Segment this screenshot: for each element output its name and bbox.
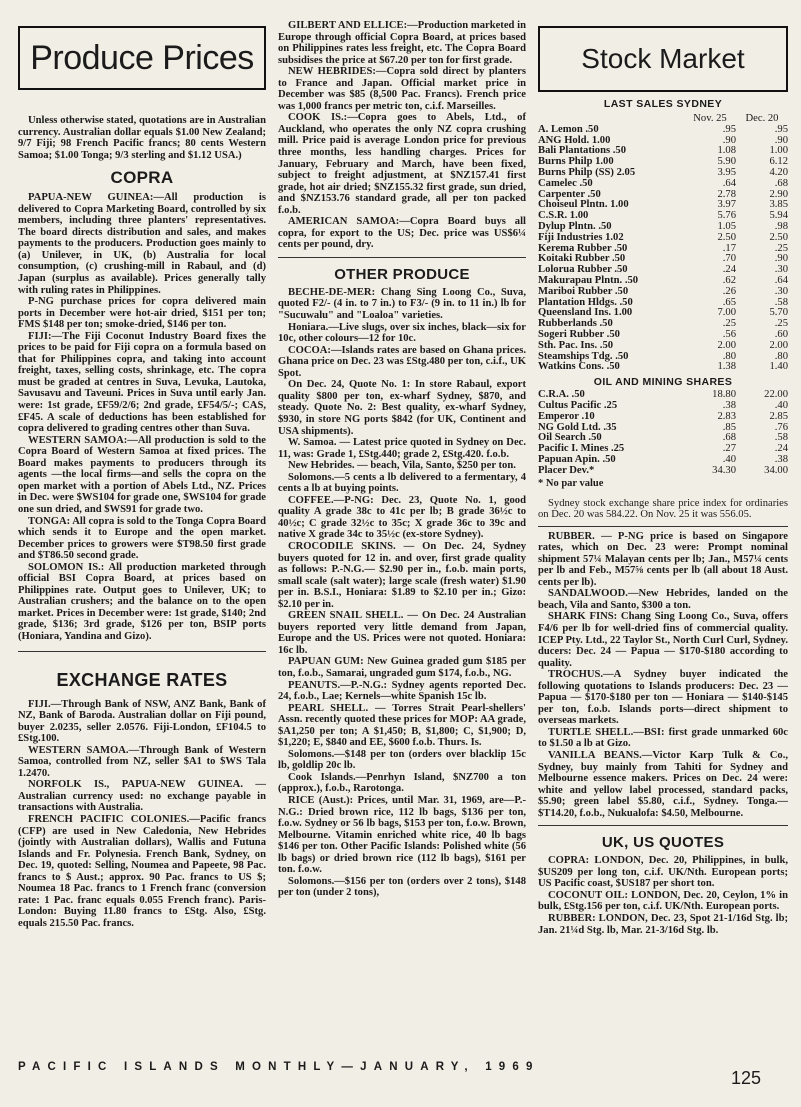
produce-paragraph: SANDALWOOD.—New Hebrides, landed on the beach, Vila and Santo, $300 a ton. — [538, 588, 788, 611]
stock-value-dec: .30 — [774, 264, 788, 276]
stock-name: Cultus Pacific .25 — [538, 399, 618, 411]
stock-market-title-box — [538, 26, 788, 92]
stock-value-dec: 1.00 — [769, 145, 788, 157]
stock-value-nov: 5.90 — [717, 156, 736, 168]
stock-value-dec: .38 — [774, 453, 788, 465]
produce-paragraph: SHARK FINS: Chang Sing Loong Co., Suva, offers F4/6 per lb for well-dried fins of commercial quality. ICEP Pty. Ltd., 22 Taylor St., North Curl Curl, Sydney. ducers: Dec. 24 — Papua — $170-$180 according to quality. — [538, 611, 788, 669]
stock-value-nov: 3.95 — [717, 166, 736, 178]
copra-paragraph: COOK IS.:—Copra goes to Abels, Ltd., of Auckland, who operates the only NZ copra crushing mill. Price paid is average London price for previous three months, less handling charges. Prices for January, February and March, have been fixed, subject to freight adjustment, at $NZ157.41 first grade, hot air dried; $NZ155.32 first grade, sun dried, and $NZ153.76 standard grade, all per ton packed f.o.b. — [278, 112, 526, 216]
produce-paragraph: Cook Islands.—Penrhyn Island, $NZ700 a ton (approx.), f.o.b., Rarotonga. — [278, 771, 526, 795]
divider — [538, 526, 788, 527]
stock-value-nov: .70 — [722, 253, 736, 265]
stock-value-nov: .38 — [722, 399, 736, 411]
footer-masthead: PACIFIC ISLANDS MONTHLY—JANUARY, 1969 — [18, 1061, 540, 1073]
stock-value-dec: .25 — [774, 318, 788, 330]
produce-paragraph: BECHE-DE-MER: Chang Sing Loong Co., Suva, quoted F2/- (4 in. to 7 in.) to F3/- (9 in. to 11 in.) lb for "Sucuwalu" and "Loaloa" varieties. — [278, 286, 526, 322]
stock-name: Makurapau Plntn. .50 — [538, 274, 639, 286]
exchange-paragraph: WESTERN SAMOA.—Through Bank of Western Samoa, controlled from NZ, seller $A1 to $WS Tala 1.2470. — [18, 744, 266, 779]
copra-continued — [278, 20, 526, 251]
produce-paragraph: PAPUAN GUM: New Guinea graded gum $185 per ton, f.o.b., Samarai, ungraded gum $174, f.o.b., NG. — [278, 656, 526, 679]
stock-value-dec: .98 — [774, 220, 788, 232]
copra-paragraph: PAPUA-NEW GUINEA:—All production is delivered to Copra Marketing Board, controlled by six members, including three planters' representatives. The board directs distribution and sales, and makes payments to the producers. Production goes mainly to (a) Unilever, in UK, (b) Australia for local consumption, (c) crushing-mill in Rabaul, and (d) Japan (surplus as available). Prices generally tally with ruling rates in Philippines. — [18, 192, 266, 296]
quote-paragraph: RUBBER: LONDON, Dec. 23, Spot 21-1/16d Stg. lb; Jan. 21¼d Stg. lb, Mar. 21-3/16d Stg. lb. — [538, 913, 788, 936]
produce-paragraph: On Dec. 24, Quote No. 1: In store Rabaul, export quality $800 per ton, ex-wharf Sydney, $870, and steady. Quote No. 2: Best quality, ex-wharf Sydney, $930, in store NG ports $842 (for UK, Continent and USA shipments). — [278, 379, 526, 437]
stock-value-dec: .90 — [774, 134, 788, 146]
stock-name: Pacific I. Mines .25 — [538, 443, 625, 455]
copra-paragraph: NEW HEBRIDES:—Copra sold direct by planters to France and Japan. Official market price in December was $85 (8,500 Pac. Francs). French price was 1,000 francs per metric ton, c.i.f. Marseilles. — [278, 66, 526, 112]
page-number: 125 — [731, 1068, 762, 1088]
stock-value-dec: 5.70 — [769, 307, 788, 319]
stock-name: Dylup Plntn. .50 — [538, 220, 612, 232]
produce-paragraph: VANILLA BEANS.—Victor Karp Tulk & Co., Sydney, buy mainly from Tahiti for Sydney and Melbourne essence makers. Prices on Dec. 24 were: white and yellow label processed, standard packs, $5.90; green label $5.80, c.i.f., Sydney. Tonga.— $T14.20, f.o.b., Nukualofa: $4.50, Melbourne. — [538, 749, 788, 819]
exchange-section — [18, 699, 266, 930]
copra-paragraph: SOLOMON IS.: All production marketed through official BSI Copra Board, at prices based on Philippines rate. Output goes to Unilever, UK; to Australian crushers; and the balance on to the open market. Prices in December were: 1st grade, $140; 2nd grade, $136; 3rd grade, $126 per ton, BSIP ports (Honiara, Yandina and Gizo). — [18, 561, 266, 642]
stock-name: Oil Search .50 — [538, 432, 602, 444]
divider — [278, 257, 526, 258]
stock-value-nov: 1.38 — [717, 361, 736, 373]
stock-value-nov: .40 — [722, 453, 736, 465]
stock-name: Sth. Pac. Ins. .50 — [538, 339, 614, 351]
stock-row — [538, 412, 788, 423]
exchange-rates-heading: EXCHANGE RATES — [56, 669, 228, 690]
stock-value-nov: 2.00 — [717, 339, 736, 351]
stock-value-dec: .64 — [774, 274, 788, 286]
other-produce-heading: OTHER PRODUCE — [334, 265, 470, 283]
stock-row — [538, 233, 788, 244]
produce-paragraph: Solomons.—5 cents a lb delivered to a fermentary, 4 cents a lb at buying points. — [278, 471, 526, 495]
produce-paragraph: TROCHUS.—A Sydney buyer indicated the following quotations to Islands producers: Dec. 23 — Papua — $170-$180 per ton — Honiara — $140-$145 per ton, f.o.b. Islands ports—direct shipment to overseas markets. — [538, 669, 788, 727]
divider — [18, 651, 266, 652]
uk-us-quotes-heading: UK, US QUOTES — [601, 834, 725, 852]
stock-value-dec: .95 — [774, 123, 788, 135]
stock-value-nov: .80 — [722, 350, 736, 362]
copra-paragraph: TONGA: All copra is sold to the Tonga Copra Board which sends it to Europe and the open market. December prices to growers were $T98.50 first grade and $T86.50 second grade. — [18, 515, 266, 562]
stock-value-nov: 1.08 — [717, 145, 736, 157]
stock-value-nov: .85 — [722, 421, 736, 433]
stock-row — [538, 341, 788, 352]
stock-value-nov: .56 — [722, 328, 736, 340]
produce-paragraph: COCOA:—Islands rates are based on Ghana prices. Ghana price on Dec. 23 was £Stg.480 per ton, c.i.f., UK Spot. — [278, 344, 526, 379]
stock-name: Burns Philp 1.00 — [538, 156, 614, 168]
stock-name: Watkins Cons. .50 — [538, 361, 620, 373]
stock-value-dec: 34.00 — [764, 464, 788, 476]
stock-value-nov: 18.80 — [712, 389, 736, 401]
stock-table — [538, 114, 788, 373]
stock-value-dec: 2.90 — [769, 188, 788, 200]
stock-value-dec: 6.12 — [769, 156, 788, 168]
stock-value-dec: 2.85 — [769, 410, 788, 422]
stock-value-nov: .17 — [722, 242, 736, 254]
stock-name: A. Lemon .50 — [538, 123, 599, 135]
produce-paragraph: Solomons.—$148 per ton (orders over blacklip 15c lb, goldlip 20c lb. — [278, 748, 526, 772]
produce-paragraph: Honiara.—Live slugs, over six inches, black—six for 10c, other colours—12 for 10c. — [278, 321, 526, 345]
exchange-paragraph: FRENCH PACIFIC COLONIES.—Pacific francs (CFP) are used in New Caledonia, New Hebrides (jointly with Australian dollars), Wallis and Futuna Islands and Fr. Polynesia. French Bank, Sydney, on Dec. 19, quoted: Selling, Noumea and Papeete, 98 Pac. francs to $ Aust.; approx. 90 Pac. francs to US $; Noumea 18 Pac. francs to 1 French franc (conversion rate: 1 Pac. franc equals 0.055 French franc). Paris-London: Buying 11.80 francs to £Stg. Also, £Stg. equals 215.50 Pac. francs. — [18, 813, 266, 929]
stock-value-nov: .25 — [722, 318, 736, 330]
stock-value-nov: .27 — [722, 443, 736, 455]
stock-value-dec: .80 — [774, 350, 788, 362]
stock-value-dec: 2.00 — [769, 339, 788, 351]
exchange-paragraph: FIJI.—Through Bank of NSW, ANZ Bank, Bank of NZ, Bank of Baroda. Australian dollar on Fiji pound, buyer 2.0235, seller 2.0576. Fiji-London, £F104.5 to £Stg.100. — [18, 698, 266, 745]
produce-paragraph: COFFEE.—P-NG: Dec. 23, Quote No. 1, good quality A grade 38c to 41c per lb; B grade 36½c to 40½c; C grade 32½c to 35c; X grade 36c to 39c and native X grade 34c to 35½c (ex-store Sydney). — [278, 494, 526, 541]
stock-row — [538, 179, 788, 190]
oil-mining-table — [538, 390, 788, 476]
produce-prices-title: Produce Prices — [30, 39, 254, 77]
stock-value-nov: .95 — [722, 123, 736, 135]
stock-value-dec: .40 — [774, 399, 788, 411]
stock-value-dec: .68 — [774, 177, 788, 189]
stock-name: Mariboi Rubber .50 — [538, 285, 629, 297]
other-produce-section — [278, 287, 526, 899]
stock-name: Camelec .50 — [538, 177, 593, 189]
copra-paragraph: WESTERN SAMOA:—All production is sold to the Copra Board of Western Samoa at fixed prices. The Board makes payments to producers through its agents —the local firms—and sells the copra on the open market with a portion of Abels Ltd., NZ. Prices in Dec. were $WS104 for grade one, $WS104 for grade one sun dried, and $WS91 for grade two. — [18, 434, 266, 515]
stock-value-dec: 3.85 — [769, 199, 788, 211]
date-nov: Nov. 25 — [693, 113, 727, 124]
produce-paragraph: RUBBER. — P-NG price is based on Singapore rates, which on Dec. 23 were: Prompt nominal shipment 57¼ Malayan cents per lb; Jan., M57¼ cents per lb and Feb., M57⅝ cents per lb (all about 18 Aust. cents per lb). — [538, 530, 788, 588]
copra-heading: COPRA — [110, 168, 174, 188]
stock-value-dec: .76 — [774, 421, 788, 433]
copra-paragraph: FIJI:—The Fiji Coconut Industry Board fixes the prices to be paid for Fiji copra on a formula based on that for Philippines copra, and taking into account freight, taxes, selling costs, shrinkage, etc. The copra must be graded at centres in Suva, Levuka, Lautoka, Savusavu and Taveuni. Prices in Suva until early Jan. were: 1st grade, £F59/2/6; 2nd grade, £F54/5/-; CAS, £F45. A scale of deductions has been established for copra delivered to grading centres other than Suva. — [18, 330, 266, 435]
stock-value-dec: .58 — [774, 432, 788, 444]
oil-mining-heading: OIL AND MINING SHARES — [593, 376, 733, 389]
copra-paragraph: AMERICAN SAMOA:—Copra Board buys all copra, for export to the US; Dec. price was US$6¼ cents per pound, dry. — [278, 216, 526, 251]
stock-name: Sogeri Rubber .50 — [538, 328, 620, 340]
stock-value-nov: .24 — [722, 264, 736, 276]
stock-value-dec: .58 — [774, 296, 788, 308]
stock-value-nov: .64 — [722, 177, 736, 189]
stock-name: ANG Hold. 1.00 — [538, 134, 611, 146]
stock-value-nov: 7.00 — [717, 307, 736, 319]
produce-paragraph: CROCODILE SKINS. — On Dec. 24, Sydney buyers quoted for 12 in. and over, first grade quality as follows: P.-N.G.— $2.90 per in., f.o.b. main ports, small scale (salt water); large scale (fresh water) $1.90 per in. B.S.I., Honiara: $1.89 to $2.10 per in.; Gizo: $2.10 per in. — [278, 540, 526, 610]
stock-value-nov: .62 — [722, 274, 736, 286]
produce-paragraph: TURTLE SHELL.—BSI: first grade unmarked 60c to $1.50 a lb at Gizo. — [538, 726, 788, 750]
stock-row — [538, 287, 788, 298]
stock-name: Rubberlands .50 — [538, 318, 613, 330]
produce-paragraph: RICE (Aust.): Prices, until Mar. 31, 1969, are—P.-N.G.: Dried brown rice, 112 lb bags, $136 per ton, f.o.w. Sydney or 56 lb bags, $153 per ton, f.o.w. Brown, Melbourne. Vitamin enriched white rice, 40 lb bags $146 per ton. Other Pacific Islands: Polished white (56 lb bags) or dried brown rice (112 lb bags), $161 per ton. f.o.w. — [278, 795, 526, 876]
stock-name: C.S.R. 1.00 — [538, 210, 589, 222]
produce-paragraph: Solomons.—$156 per ton (orders over 2 tons), $148 per ton (under 2 tons), — [278, 875, 526, 899]
stock-value-nov: .68 — [722, 432, 736, 444]
stock-name: Emperor .10 — [538, 410, 595, 422]
stock-row — [538, 362, 788, 373]
stock-name: Loloruа Rubber .50 — [538, 264, 628, 276]
copra-paragraph: P-NG purchase prices for copra delivered main ports in December were hot-air dried, $151 per ton; FMS $148 per ton; smoke-dried, $146 per ton. — [18, 296, 266, 331]
stock-value-nov: 1.05 — [717, 220, 736, 232]
column-left — [18, 0, 266, 929]
stock-name: Choiseul Plntn. 1.00 — [538, 199, 629, 211]
index-text: Sydney stock exchange share price index for ordinaries on Dec. 20 was 584.22. On Nov. 25 it was 556.05. — [538, 497, 788, 521]
date-dec: Dec. 20 — [745, 113, 779, 124]
stock-name: Plantation Hldgs. .50 — [538, 296, 633, 308]
stock-row — [538, 466, 788, 477]
stock-value-dec: 1.40 — [769, 361, 788, 373]
stock-value-dec: .30 — [774, 285, 788, 297]
stock-value-nov: .65 — [722, 296, 736, 308]
stock-name: Papuan Apin. .50 — [538, 453, 616, 465]
produce-paragraph: W. Samoa. — Latest price quoted in Sydney on Dec. 11, was: Grade 1, £Stg.440; grade 2, £Stg.420. f.o.b. — [278, 437, 526, 460]
stock-value-dec: .25 — [774, 242, 788, 254]
uk-us-quotes-section — [538, 855, 788, 936]
stock-value-nov: 2.83 — [717, 410, 736, 422]
stock-name: Carpenter .50 — [538, 188, 601, 200]
stock-name: Placer Dev.* — [538, 464, 595, 476]
quote-paragraph: COPRA: LONDON, Dec. 20, Philippines, in bulk, $US209 per long ton, c.i.f. UK/Nth. European ports; US Pacific coast, $US187 per short ton. — [538, 855, 788, 890]
stock-market-title: Stock Market — [581, 43, 745, 74]
stock-value-dec: 22.00 — [764, 389, 788, 401]
stock-value-nov: .90 — [722, 134, 736, 146]
intro-note: Unless otherwise stated, quotations are in Australian currency. Australian dollar equals $1.00 New Zealand; 9/7 Fiji; 98 French Pacific francs; 80 cents Western Samoa; $1.00 Tonga; 9/3 sterling and $1.12 USA.) — [18, 115, 266, 161]
copra-section — [18, 192, 266, 642]
copra-paragraph: GILBERT AND ELLICE:—Production marketed in Europe through official Copra Board, at prices based on Philippines rates less freight, etc. The Copra Board subsidises the price at $67.20 per ton for first grade. — [278, 20, 526, 66]
stock-value-nov: .26 — [722, 285, 736, 297]
produce-paragraph: GREEN SNAIL SHELL. — On Dec. 24 Australian buyers reported very little demand from Japan, Europe and the US. Prices were not quoted. Honiara: 16c lb. — [278, 610, 526, 656]
divider — [538, 825, 788, 826]
stock-name: C.R.A. .50 — [538, 389, 585, 401]
quote-paragraph: COCONUT OIL: LONDON, Dec. 20, Ceylon, 1% in bulk, £Stg.156 per ton, c.i.f. UK/Nth. European ports. — [538, 889, 788, 913]
stock-name: Bali Plantations .50 — [538, 145, 626, 157]
produce-prices-title-box — [18, 26, 266, 90]
stock-name: Steamships Tdg. .50 — [538, 350, 629, 362]
stock-subtitle: LAST SALES SYDNEY — [603, 98, 723, 110]
stock-name: Burns Philp (SS) 2.05 — [538, 166, 636, 178]
stock-value-nov: 5.76 — [717, 210, 736, 222]
stock-value-nov: 2.78 — [717, 188, 736, 200]
exchange-paragraph: NORFOLK IS., PAPUA-NEW GUINEA. —Australian currency used: no exchange payable in transactions with Australia. — [18, 779, 266, 814]
stock-name: Fiji Industries 1.02 — [538, 231, 624, 243]
stock-value-dec: 4.20 — [769, 166, 788, 178]
no-par-note: * No par value — [538, 477, 604, 489]
stock-value-dec: .24 — [774, 443, 788, 455]
stock-value-dec: .60 — [774, 328, 788, 340]
column-middle — [278, 0, 526, 899]
stock-value-nov: 2.50 — [717, 231, 736, 243]
stock-value-dec: 5.94 — [769, 210, 788, 222]
stock-value-dec: .90 — [774, 253, 788, 265]
stock-value-nov: 34.30 — [712, 464, 736, 476]
stock-name: Queensland Ins. 1.00 — [538, 307, 633, 319]
stock-name: Koitaki Rubber .50 — [538, 253, 626, 265]
stock-name: NG Gold Ltd. .35 — [538, 421, 617, 433]
stock-name: Kerema Rubber .50 — [538, 242, 628, 254]
produce-paragraph: New Hebrides. — beach, Vila, Santo, $250 per ton. — [288, 460, 516, 472]
produce-paragraph: PEARL SHELL. — Torres Strait Pearl-shellers' Assn. recently quoted these prices for MOP: AA grade, $A1,250 per ton; A $1,450; B, $1,800; C, $1,900; D, $1,220; E, $840 and EE, $600 f.o.b. Thurs. Is. — [278, 702, 526, 749]
stock-value-dec: 2.50 — [769, 231, 788, 243]
column-right — [538, 0, 788, 936]
commodities-section — [538, 531, 788, 820]
stock-value-nov: 3.97 — [717, 199, 736, 211]
stock-row — [538, 125, 788, 136]
produce-paragraph: PEANUTS.—P.-N.G.: Sydney agents reported Dec. 24, f.o.b., Lae; Kernels—white Spanish 15c lb. — [278, 679, 526, 703]
